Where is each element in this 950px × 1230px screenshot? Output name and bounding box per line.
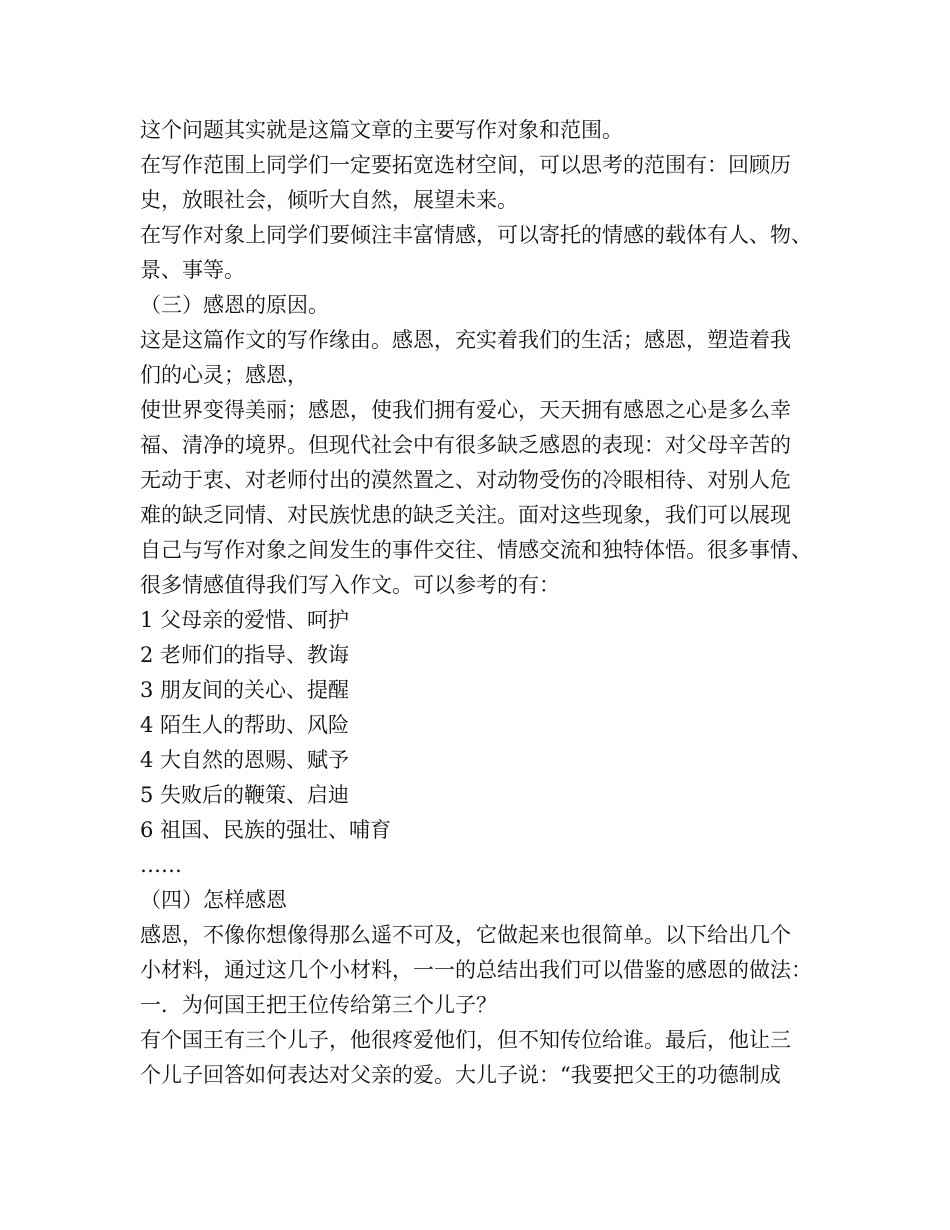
text-line: 福、清净的境界。但现代社会中有很多缺乏感恩的表现：对父母辛苦的 — [140, 433, 791, 457]
text-line: 难的缺乏同情、对民族忧患的缺乏关注。面对这些现象，我们可以展现 — [140, 503, 791, 527]
text-line: 有个国王有三个儿子，他很疼爱他们，但不知传位给谁。最后，他让三 — [140, 1028, 791, 1052]
body-text — [140, 113, 840, 1093]
text-line: 无动于衷、对老师付出的漠然置之、对动物受伤的冷眼相待、对别人危 — [140, 468, 791, 492]
text-line: 在写作对象上同学们要倾注丰富情感，可以寄托的情感的载体有人、物、 — [140, 223, 812, 247]
text-line: 景、事等。 — [140, 258, 245, 282]
text-line: 们的心灵；感恩， — [140, 363, 308, 387]
list-item: 6 祖国、民族的强壮、哺育 — [140, 818, 392, 842]
list-item: 1 父母亲的爱惜、呵护 — [140, 608, 350, 632]
section-heading: （三）感恩的原因。 — [140, 293, 329, 317]
text-line: 自己与写作对象之间发生的事件交往、情感交流和独特体悟。很多事情、 — [140, 538, 812, 562]
text-line: 很多情感值得我们写入作文。可以参考的有： — [140, 573, 560, 597]
ellipsis: …… — [140, 853, 182, 877]
list-item: 2 老师们的指导、教诲 — [140, 643, 350, 667]
text-line: 使世界变得美丽；感恩，使我们拥有爱心，天天拥有感恩之心是多么幸 — [140, 398, 791, 422]
text-line: 这个问题其实就是这篇文章的主要写作对象和范围。 — [140, 118, 623, 142]
text-line: 感恩，不像你想像得那么遥不可及，它做起来也很简单。以下给出几个 — [140, 923, 791, 947]
text-line: 史，放眼社会，倾听大自然，展望未来。 — [140, 188, 518, 212]
list-item: 4 陌生人的帮助、风险 — [140, 713, 350, 737]
text-line: 在写作范围上同学们一定要拓宽选材空间，可以思考的范围有：回顾历 — [140, 153, 791, 177]
list-item: 4 大自然的恩赐、赋予 — [140, 748, 350, 772]
text-line: 小材料，通过这几个小材料，一一的总结出我们可以借鉴的感恩的做法： — [140, 958, 812, 982]
list-item: 5 失败后的鞭策、启迪 — [140, 783, 350, 807]
text-line: 这是这篇作文的写作缘由。感恩，充实着我们的生活；感恩，塑造着我 — [140, 328, 791, 352]
section-heading: （四）怎样感恩 — [140, 888, 287, 912]
list-item: 3 朋友间的关心、提醒 — [140, 678, 350, 702]
text-line: 个儿子回答如何表达对父亲的爱。大儿子说：“我要把父王的功德制成 — [140, 1063, 781, 1087]
subheading: 一．为何国王把王位传给第三个儿子？ — [140, 993, 497, 1017]
